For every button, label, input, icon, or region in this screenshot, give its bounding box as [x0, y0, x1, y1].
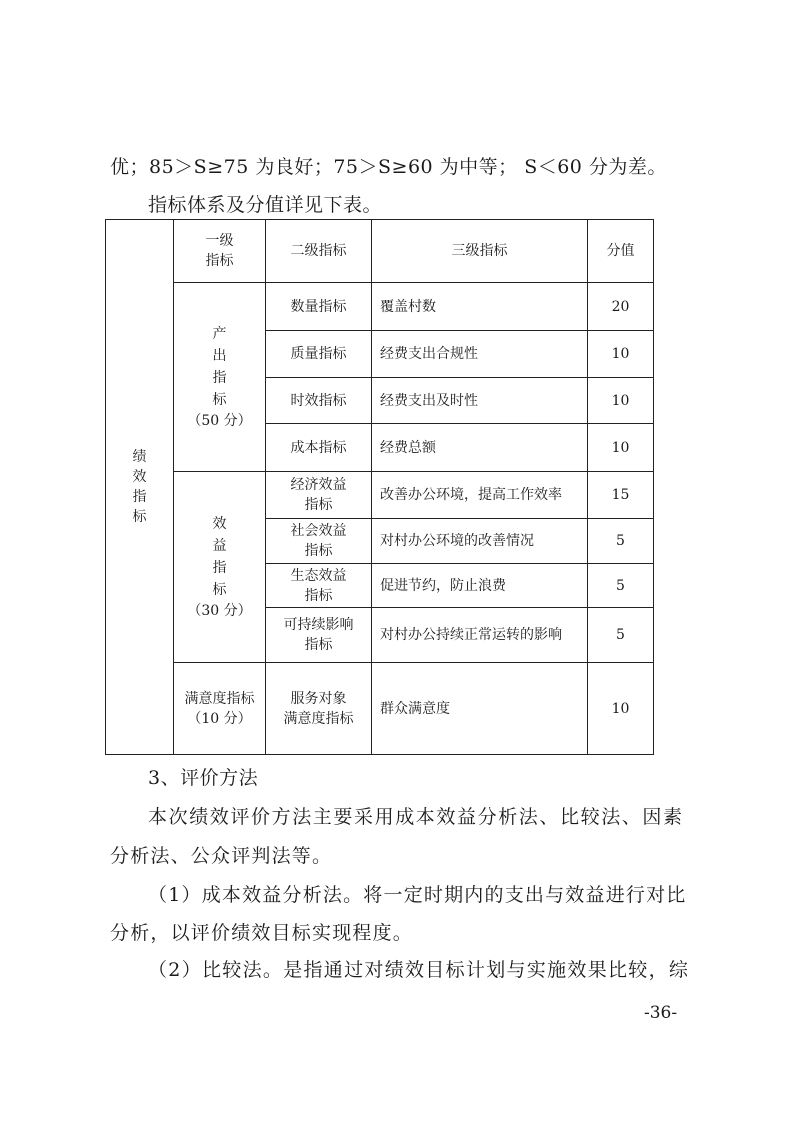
grade-criteria-line: 优；85＞S≥75 为良好；75＞S≥60 为中等； S＜60 分为差。 — [110, 156, 667, 178]
level2-cell: 时效指标 — [266, 378, 372, 424]
level2-cell — [266, 608, 372, 663]
header-level2: 二级指标 — [266, 220, 372, 283]
table-intro-line: 指标体系及分值详见下表。 — [148, 194, 383, 216]
level2-line2: 指标 — [304, 497, 333, 513]
benefit-group-name: 效益指标 — [212, 516, 227, 598]
section-heading: 3、评价方法 — [148, 767, 259, 789]
score-cell: 10 — [588, 331, 654, 378]
score-cell: 5 — [588, 519, 654, 564]
level2-line2: 指标 — [304, 637, 333, 653]
header-level3: 三级指标 — [372, 220, 588, 283]
score-cell: 10 — [588, 424, 654, 472]
level2-cell: 成本指标 — [266, 424, 372, 472]
paragraph-line: （1）成本效益分析法。将一定时期内的支出与效益进行对比 — [148, 884, 687, 906]
level3-cell: 对村办公持续正常运转的影响 — [372, 608, 588, 663]
satisfaction-group-name: 满意度指标 — [184, 690, 255, 707]
satisfaction-group-cell — [174, 663, 266, 755]
level3-cell: 促进节约，防止浪费 — [372, 564, 588, 608]
score-cell: 10 — [588, 378, 654, 424]
table-row — [106, 472, 654, 519]
level2-line2: 满意度指标 — [283, 710, 354, 727]
score-cell: 5 — [588, 608, 654, 663]
page-number: -36- — [644, 1003, 678, 1023]
level3-cell: 经费支出及时性 — [372, 378, 588, 424]
satisfaction-group-points: （10 分） — [187, 710, 252, 727]
level2-cell: 数量指标 — [266, 283, 372, 331]
level2-line1: 经济效益 — [290, 477, 347, 493]
header-score: 分值 — [588, 220, 654, 283]
score-cell: 10 — [588, 663, 654, 755]
level2-cell — [266, 663, 372, 755]
level2-cell — [266, 472, 372, 519]
output-group-name: 产出指标 — [212, 326, 227, 408]
level3-cell: 对村办公环境的改善情况 — [372, 519, 588, 564]
table-row — [106, 663, 654, 755]
header-level1-line1: 一级 — [205, 233, 234, 249]
root-indicator-cell — [106, 220, 174, 755]
level3-cell: 群众满意度 — [372, 663, 588, 755]
level2-line1: 社会效益 — [290, 523, 347, 539]
benefit-group-points: （30 分） — [187, 603, 252, 619]
level3-cell: 改善办公环境，提高工作效率 — [372, 472, 588, 519]
paragraph-line: 分析，以评价绩效目标实现程度。 — [110, 922, 414, 944]
score-cell: 5 — [588, 564, 654, 608]
score-cell: 15 — [588, 472, 654, 519]
level2-cell — [266, 564, 372, 608]
level2-line2: 指标 — [304, 543, 333, 559]
output-group-points: （50 分） — [187, 413, 252, 429]
level2-cell: 质量指标 — [266, 331, 372, 378]
level2-line2: 指标 — [304, 587, 333, 604]
paragraph-line: 分析法、公众评判法等。 — [110, 845, 333, 867]
level3-cell: 经费总额 — [372, 424, 588, 472]
table-row — [106, 283, 654, 331]
level3-cell: 覆盖村数 — [372, 283, 588, 331]
table-header-row — [106, 220, 654, 283]
header-level1 — [174, 220, 266, 283]
root-indicator-label: 绩效指标 — [132, 449, 147, 525]
paragraph-line: （2）比较法。是指通过对绩效目标计划与实施效果比较，综 — [148, 959, 690, 981]
benefit-group-cell — [174, 472, 266, 663]
level2-cell — [266, 519, 372, 564]
output-group-cell — [174, 283, 266, 472]
paragraph-line: 本次绩效评价方法主要采用成本效益分析法、比较法、因素 — [148, 806, 684, 828]
level2-line1: 服务对象 — [290, 690, 347, 707]
level3-cell: 经费支出合规性 — [372, 331, 588, 378]
indicator-table — [105, 219, 654, 755]
score-cell: 20 — [588, 283, 654, 331]
level2-line1: 可持续影响 — [283, 617, 354, 633]
level2-line1: 生态效益 — [290, 567, 347, 584]
header-level1-line2: 指标 — [205, 253, 234, 269]
